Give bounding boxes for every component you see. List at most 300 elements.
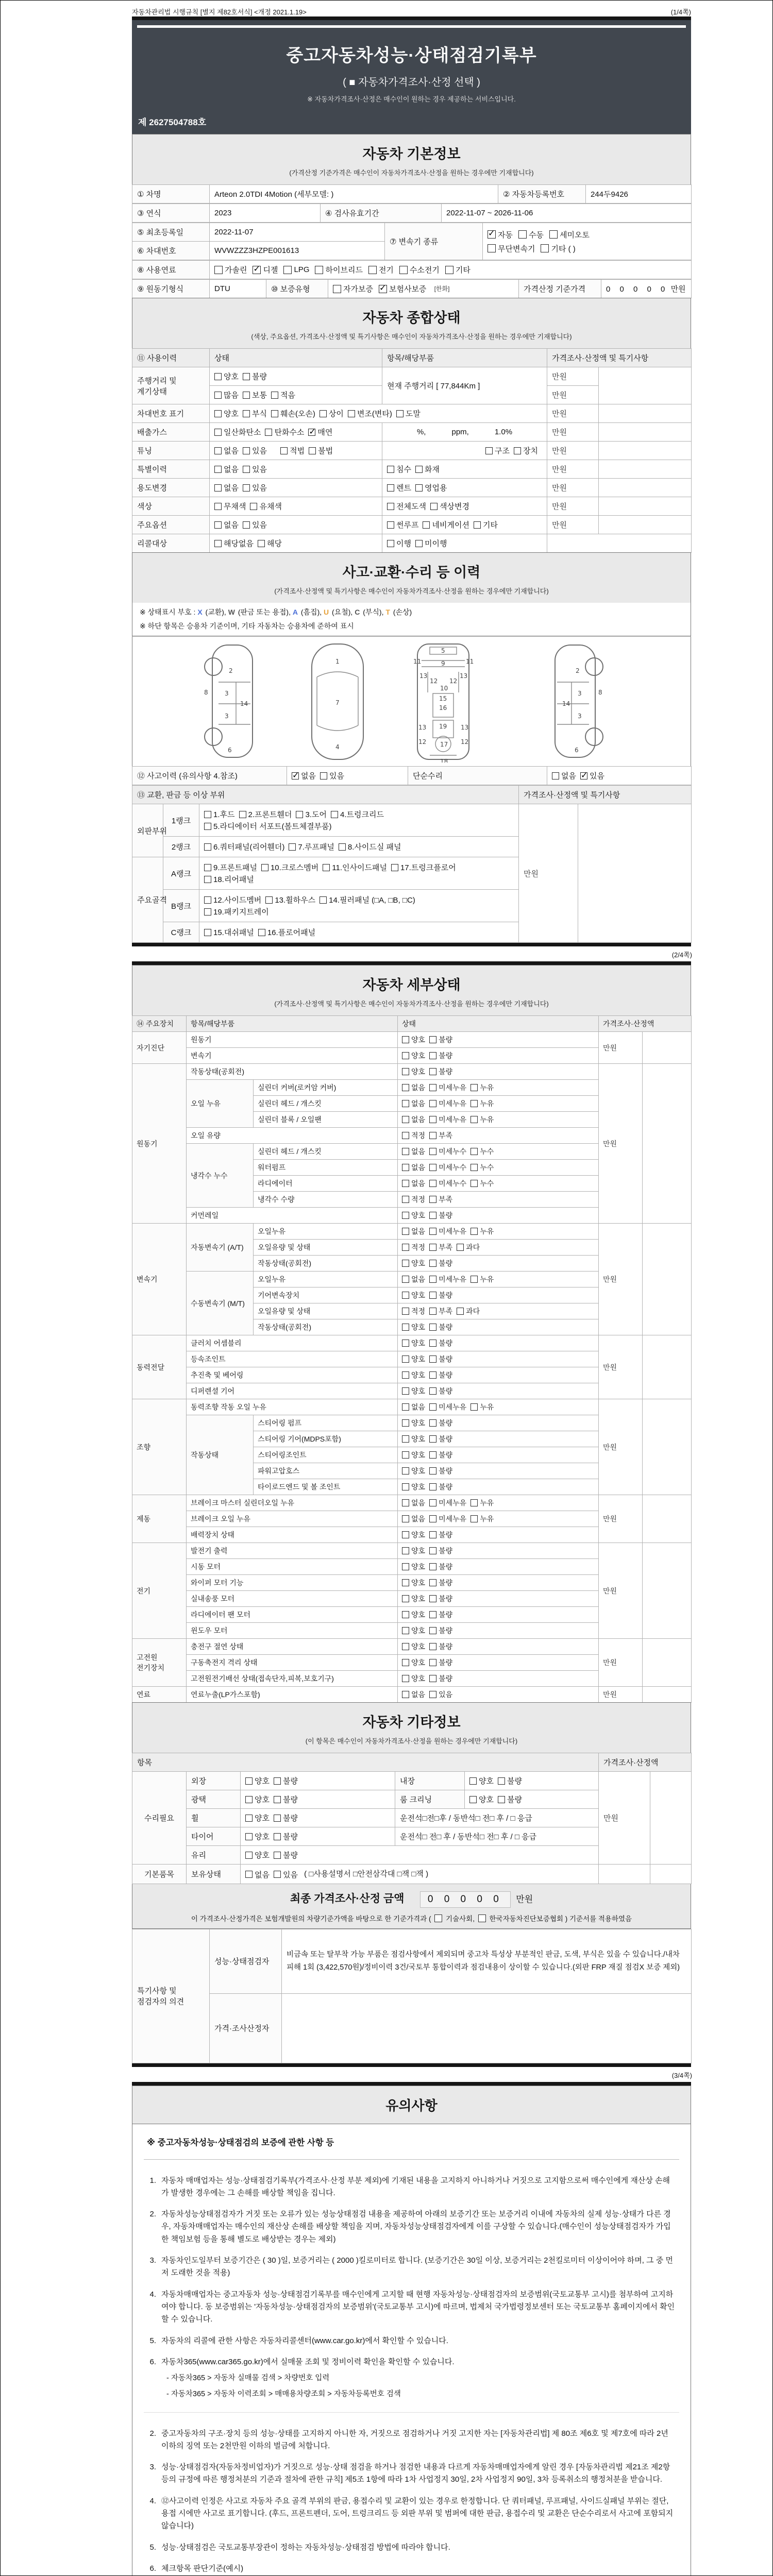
checkbox-option[interactable]: [274, 1812, 298, 1823]
checkbox[interactable]: [429, 1371, 436, 1379]
checkbox[interactable]: [402, 1643, 409, 1650]
checkbox[interactable]: [402, 1355, 409, 1363]
checkbox-option[interactable]: [245, 1775, 270, 1786]
checkbox-option[interactable]: [387, 501, 426, 512]
checkbox[interactable]: [214, 521, 222, 529]
checkbox[interactable]: [402, 1467, 409, 1475]
checkbox[interactable]: [402, 1196, 409, 1203]
checkbox-option[interactable]: [402, 1258, 425, 1268]
checkbox[interactable]: [457, 1308, 464, 1315]
checkbox[interactable]: [429, 1435, 436, 1443]
checkbox[interactable]: [429, 1100, 436, 1107]
checkbox-option[interactable]: [402, 1498, 425, 1508]
checkbox-option[interactable]: [402, 1450, 425, 1460]
checkbox[interactable]: [204, 908, 211, 916]
checkbox[interactable]: [445, 266, 453, 274]
checkbox-option[interactable]: [470, 1402, 494, 1412]
checkbox[interactable]: [274, 1833, 281, 1840]
checkbox[interactable]: [204, 896, 211, 904]
checkbox[interactable]: [245, 1777, 253, 1785]
checkbox[interactable]: [308, 429, 315, 436]
checkbox-option[interactable]: [387, 482, 411, 493]
checkbox-option[interactable]: [214, 264, 247, 275]
checkbox-option[interactable]: [315, 264, 362, 275]
checkbox[interactable]: [402, 1036, 409, 1043]
checkbox-option[interactable]: [214, 371, 239, 382]
checkbox-option[interactable]: [402, 1306, 425, 1316]
checkbox[interactable]: [429, 1196, 436, 1203]
checkbox-option[interactable]: [429, 1370, 452, 1380]
checkbox[interactable]: [402, 1164, 409, 1171]
checkbox-option[interactable]: [429, 1354, 452, 1364]
checkbox[interactable]: [415, 484, 423, 492]
checkbox-option[interactable]: [274, 1869, 298, 1880]
checkbox-option[interactable]: [402, 1546, 425, 1556]
checkbox[interactable]: [429, 1483, 436, 1490]
checkbox-option[interactable]: [331, 809, 384, 820]
checkbox-option[interactable]: [429, 1594, 452, 1604]
checkbox[interactable]: [214, 373, 222, 380]
checkbox[interactable]: [391, 864, 398, 871]
checkbox[interactable]: [429, 1068, 436, 1075]
checkbox[interactable]: [296, 811, 303, 818]
checkbox-option[interactable]: [245, 1869, 270, 1880]
checkbox[interactable]: [429, 1387, 436, 1395]
checkbox[interactable]: [396, 410, 404, 417]
checkbox-option[interactable]: [245, 1794, 270, 1805]
checkbox-option[interactable]: [429, 1546, 452, 1556]
checkbox-option[interactable]: [402, 1194, 425, 1205]
checkbox[interactable]: [243, 466, 250, 473]
checkbox[interactable]: [258, 929, 265, 936]
checkbox-option[interactable]: [429, 1402, 466, 1412]
checkbox[interactable]: [429, 1276, 436, 1283]
checkbox[interactable]: [292, 772, 299, 779]
checkbox[interactable]: [457, 1244, 464, 1251]
checkbox[interactable]: [402, 1212, 409, 1219]
checkbox-option[interactable]: [402, 1578, 425, 1588]
checkbox[interactable]: [429, 1036, 436, 1043]
checkbox-option[interactable]: [214, 427, 261, 437]
checkbox-option[interactable]: [387, 464, 411, 474]
checkbox[interactable]: [339, 843, 346, 851]
checkbox-option[interactable]: [429, 1450, 452, 1460]
checkbox[interactable]: [429, 1324, 436, 1331]
checkbox-option[interactable]: [429, 1482, 452, 1492]
checkbox-option[interactable]: [243, 464, 267, 474]
checkbox-option[interactable]: [399, 264, 440, 275]
checkbox[interactable]: [245, 1833, 253, 1840]
checkbox-option[interactable]: [204, 841, 284, 852]
checkbox[interactable]: [368, 266, 377, 274]
checkbox-option[interactable]: [204, 874, 254, 885]
checkbox[interactable]: [402, 1132, 409, 1139]
checkbox[interactable]: [243, 484, 250, 492]
checkbox[interactable]: [402, 1292, 409, 1299]
checkbox[interactable]: [402, 1100, 409, 1107]
checkbox-option[interactable]: [552, 770, 576, 781]
checkbox[interactable]: [541, 244, 549, 252]
checkbox[interactable]: [271, 392, 278, 399]
checkbox-option[interactable]: [402, 1609, 425, 1620]
checkbox-option[interactable]: [320, 770, 344, 781]
checkbox-option[interactable]: [402, 1082, 425, 1093]
checkbox[interactable]: [429, 1563, 436, 1570]
checkbox[interactable]: [204, 864, 211, 871]
checkbox[interactable]: [214, 466, 222, 473]
checkbox[interactable]: [402, 1324, 409, 1331]
checkbox-option[interactable]: [348, 408, 392, 419]
checkbox[interactable]: [243, 392, 250, 399]
checkbox[interactable]: [429, 1212, 436, 1219]
checkbox[interactable]: [402, 1515, 409, 1522]
checkbox-option[interactable]: [469, 1775, 494, 1786]
checkbox-option[interactable]: [402, 1274, 425, 1284]
checkbox[interactable]: [429, 1675, 436, 1682]
checkbox-option[interactable]: [429, 1689, 452, 1700]
checkbox[interactable]: [470, 1276, 478, 1283]
checkbox-option[interactable]: [402, 1657, 425, 1668]
checkbox-option[interactable]: [402, 1050, 425, 1061]
checkbox-option[interactable]: [402, 1514, 425, 1524]
checkbox-option[interactable]: [402, 1530, 425, 1540]
checkbox[interactable]: [387, 521, 394, 529]
checkbox[interactable]: [552, 772, 559, 779]
checkbox[interactable]: [429, 1659, 436, 1666]
checkbox[interactable]: [429, 1531, 436, 1538]
checkbox-option[interactable]: [429, 1226, 466, 1236]
checkbox[interactable]: [258, 540, 265, 547]
checkbox-option[interactable]: [214, 464, 239, 474]
checkbox[interactable]: [214, 429, 222, 436]
checkbox-option[interactable]: [429, 1306, 452, 1316]
checkbox-option[interactable]: [204, 927, 254, 938]
checkbox[interactable]: [429, 1132, 436, 1139]
checkbox[interactable]: [429, 1084, 436, 1091]
checkbox[interactable]: [488, 230, 496, 239]
checkbox-option[interactable]: [429, 1562, 452, 1572]
checkbox[interactable]: [429, 1547, 436, 1554]
checkbox-option[interactable]: [415, 464, 440, 474]
checkbox[interactable]: [402, 1084, 409, 1091]
checkbox-option[interactable]: [470, 1146, 494, 1157]
checkbox-option[interactable]: [402, 1290, 425, 1300]
checkbox-option[interactable]: [402, 1466, 425, 1476]
checkbox-option[interactable]: [470, 1514, 494, 1524]
checkbox-option[interactable]: [214, 445, 239, 456]
checkbox[interactable]: [289, 843, 296, 851]
checkbox-option[interactable]: [429, 1194, 452, 1205]
checkbox-option[interactable]: [271, 408, 315, 419]
checkbox-option[interactable]: [243, 519, 267, 530]
checkbox-option[interactable]: [274, 1775, 298, 1786]
checkbox[interactable]: [283, 266, 292, 274]
checkbox-option[interactable]: [429, 1066, 452, 1077]
checkbox[interactable]: [387, 466, 394, 473]
checkbox-option[interactable]: [402, 1370, 425, 1380]
checkbox-option[interactable]: [402, 1402, 425, 1412]
checkbox[interactable]: [243, 521, 250, 529]
checkbox-option[interactable]: [323, 862, 387, 873]
checkbox[interactable]: [470, 1180, 478, 1187]
checkbox[interactable]: [429, 1164, 436, 1171]
checkbox[interactable]: [399, 266, 408, 274]
checkbox[interactable]: [214, 540, 222, 547]
checkbox-option[interactable]: [514, 445, 538, 456]
checkbox[interactable]: [429, 1308, 436, 1315]
checkbox-option[interactable]: [402, 1098, 425, 1109]
checkbox-option[interactable]: [402, 1162, 425, 1173]
checkbox-option[interactable]: [243, 445, 267, 456]
checkbox[interactable]: [402, 1659, 409, 1666]
checkbox-option[interactable]: [488, 243, 535, 254]
checkbox[interactable]: [429, 1355, 436, 1363]
checkbox[interactable]: [204, 843, 211, 851]
checkbox[interactable]: [429, 1467, 436, 1475]
checkbox[interactable]: [429, 1228, 436, 1235]
checkbox-option[interactable]: [245, 1831, 270, 1842]
checkbox[interactable]: [423, 521, 430, 529]
checkbox-option[interactable]: [429, 1178, 466, 1189]
checkbox-option[interactable]: [204, 862, 257, 873]
checkbox-option[interactable]: [402, 1354, 425, 1364]
checkbox[interactable]: [402, 1563, 409, 1570]
checkbox[interactable]: [518, 230, 527, 239]
diagnosis-assoc-checkbox[interactable]: [478, 1914, 486, 1922]
checkbox[interactable]: [245, 1852, 253, 1859]
checkbox[interactable]: [470, 1116, 478, 1123]
checkbox[interactable]: [485, 447, 493, 454]
checkbox-option[interactable]: [402, 1146, 425, 1157]
checkbox[interactable]: [549, 230, 558, 239]
checkbox-option[interactable]: [469, 1794, 494, 1805]
checkbox-option[interactable]: [292, 770, 316, 781]
checkbox[interactable]: [331, 811, 338, 818]
checkbox-option[interactable]: [402, 1242, 425, 1252]
checkbox-option[interactable]: [339, 841, 401, 852]
checkbox-option[interactable]: [457, 1242, 480, 1252]
checkbox[interactable]: [402, 1675, 409, 1682]
checkbox-option[interactable]: [445, 264, 470, 275]
checkbox[interactable]: [320, 410, 327, 417]
checkbox-option[interactable]: [423, 519, 469, 530]
checkbox[interactable]: [402, 1483, 409, 1490]
checkbox[interactable]: [402, 1276, 409, 1283]
checkbox[interactable]: [430, 503, 438, 510]
checkbox-option[interactable]: [429, 1657, 452, 1668]
checkbox[interactable]: [470, 1515, 478, 1522]
checkbox[interactable]: [470, 1403, 478, 1411]
checkbox[interactable]: [239, 811, 246, 818]
checkbox-option[interactable]: [429, 1514, 466, 1524]
checkbox-option[interactable]: [308, 427, 332, 437]
checkbox[interactable]: [402, 1579, 409, 1586]
checkbox-option[interactable]: [283, 265, 309, 274]
checkbox[interactable]: [320, 896, 327, 904]
checkbox[interactable]: [387, 484, 394, 492]
checkbox[interactable]: [429, 1579, 436, 1586]
checkbox[interactable]: [498, 1796, 505, 1803]
checkbox[interactable]: [429, 1148, 436, 1155]
checkbox[interactable]: [580, 772, 587, 779]
checkbox[interactable]: [402, 1308, 409, 1315]
checkbox-option[interactable]: [429, 1274, 466, 1284]
checkbox-option[interactable]: [391, 862, 456, 873]
checkbox[interactable]: [402, 1387, 409, 1395]
checkbox-option[interactable]: [470, 1098, 494, 1109]
checkbox[interactable]: [429, 1116, 436, 1123]
checkbox-option[interactable]: [457, 1306, 480, 1316]
checkbox-option[interactable]: [402, 1689, 425, 1700]
checkbox-option[interactable]: [429, 1498, 466, 1508]
checkbox-option[interactable]: [429, 1210, 452, 1221]
checkbox[interactable]: [402, 1052, 409, 1059]
checkbox[interactable]: [214, 410, 222, 417]
checkbox[interactable]: [514, 447, 521, 454]
checkbox[interactable]: [402, 1116, 409, 1123]
checkbox[interactable]: [204, 876, 211, 883]
checkbox-option[interactable]: [387, 519, 418, 530]
checkbox[interactable]: [429, 1403, 436, 1411]
checkbox-option[interactable]: [429, 1418, 452, 1428]
checkbox-option[interactable]: [250, 501, 281, 512]
checkbox[interactable]: [274, 1796, 281, 1803]
checkbox[interactable]: [280, 447, 288, 454]
checkbox[interactable]: [214, 447, 222, 454]
checkbox-option[interactable]: [402, 1322, 425, 1332]
checkbox-option[interactable]: [429, 1641, 452, 1652]
checkbox[interactable]: [214, 266, 223, 274]
checkbox[interactable]: [402, 1228, 409, 1235]
checkbox-option[interactable]: [430, 501, 469, 512]
checkbox[interactable]: [402, 1611, 409, 1618]
checkbox[interactable]: [274, 1871, 281, 1878]
checkbox-option[interactable]: [274, 1850, 298, 1860]
checkbox-option[interactable]: [214, 538, 254, 549]
checkbox-option[interactable]: [402, 1210, 425, 1221]
checkbox-option[interactable]: [214, 501, 246, 512]
checkbox[interactable]: [488, 244, 496, 252]
checkbox-option[interactable]: [498, 1775, 522, 1786]
checkbox-option[interactable]: [429, 1162, 466, 1173]
checkbox-option[interactable]: [402, 1434, 425, 1444]
checkbox[interactable]: [387, 503, 394, 510]
checkbox-option[interactable]: [541, 243, 575, 254]
checkbox[interactable]: [429, 1340, 436, 1347]
checkbox[interactable]: [402, 1244, 409, 1251]
checkbox[interactable]: [204, 823, 211, 830]
checkbox-option[interactable]: [309, 445, 333, 456]
checkbox[interactable]: [274, 1852, 281, 1859]
checkbox[interactable]: [309, 447, 316, 454]
checkbox[interactable]: [470, 1084, 478, 1091]
checkbox-option[interactable]: [368, 264, 394, 275]
checkbox-option[interactable]: [243, 482, 267, 493]
checkbox-option[interactable]: [245, 1812, 270, 1823]
checkbox[interactable]: [214, 392, 222, 399]
checkbox[interactable]: [402, 1595, 409, 1602]
checkbox[interactable]: [243, 373, 250, 380]
checkbox[interactable]: [245, 1815, 253, 1822]
checkbox-option[interactable]: [470, 1178, 494, 1189]
checkbox[interactable]: [333, 285, 341, 293]
checkbox[interactable]: [429, 1419, 436, 1427]
checkbox[interactable]: [204, 929, 211, 936]
checkbox-option[interactable]: [243, 371, 267, 382]
checkbox-option[interactable]: [214, 389, 239, 400]
checkbox-option[interactable]: [429, 1338, 452, 1348]
checkbox-option[interactable]: [265, 427, 304, 437]
checkbox-option[interactable]: [402, 1625, 425, 1636]
checkbox[interactable]: [271, 410, 278, 417]
checkbox-option[interactable]: [470, 1226, 494, 1236]
checkbox[interactable]: [214, 503, 222, 510]
checkbox[interactable]: [415, 466, 423, 473]
checkbox-option[interactable]: [402, 1418, 425, 1428]
checkbox-option[interactable]: [265, 894, 315, 905]
checkbox[interactable]: [429, 1292, 436, 1299]
checkbox-option[interactable]: [429, 1098, 466, 1109]
checkbox[interactable]: [429, 1052, 436, 1059]
checkbox-option[interactable]: [296, 809, 327, 820]
checkbox-option[interactable]: [402, 1482, 425, 1492]
checkbox[interactable]: [470, 1100, 478, 1107]
checkbox[interactable]: [402, 1419, 409, 1427]
checkbox[interactable]: [470, 1164, 478, 1171]
checkbox[interactable]: [402, 1260, 409, 1267]
checkbox-option[interactable]: [402, 1035, 425, 1045]
checkbox-option[interactable]: [429, 1386, 452, 1396]
checkbox-option[interactable]: [402, 1226, 425, 1236]
checkbox[interactable]: [315, 266, 323, 274]
checkbox-option[interactable]: [253, 264, 278, 275]
checkbox[interactable]: [274, 1777, 281, 1785]
checkbox[interactable]: [429, 1627, 436, 1634]
checkbox-option[interactable]: [274, 1831, 298, 1842]
checkbox[interactable]: [402, 1068, 409, 1075]
checkbox-option[interactable]: [387, 538, 411, 549]
checkbox-option[interactable]: [470, 1082, 494, 1093]
checkbox-option[interactable]: [402, 1114, 425, 1125]
checkbox-option[interactable]: [214, 519, 239, 530]
checkbox-option[interactable]: [204, 821, 332, 832]
checkbox[interactable]: [402, 1435, 409, 1443]
checkbox[interactable]: [379, 285, 387, 293]
checkbox[interactable]: [243, 447, 250, 454]
checkbox-option[interactable]: [429, 1466, 452, 1476]
checkbox-option[interactable]: [488, 229, 513, 240]
checkbox-option[interactable]: [271, 389, 295, 400]
checkbox[interactable]: [250, 503, 257, 510]
checkbox[interactable]: [415, 540, 423, 547]
checkbox-option[interactable]: [204, 906, 269, 917]
checkbox-option[interactable]: [429, 1578, 452, 1588]
checkbox-option[interactable]: [429, 1290, 452, 1300]
checkbox[interactable]: [470, 1499, 478, 1506]
checkbox-option[interactable]: [402, 1594, 425, 1604]
checkbox-option[interactable]: [402, 1641, 425, 1652]
checkbox-option[interactable]: [396, 408, 421, 419]
checkbox[interactable]: [214, 484, 222, 492]
checkbox-option[interactable]: [470, 1162, 494, 1173]
checkbox-option[interactable]: [214, 482, 239, 493]
checkbox-option[interactable]: [289, 841, 334, 852]
checkbox-option[interactable]: [402, 1338, 425, 1348]
checkbox-option[interactable]: [429, 1673, 452, 1684]
checkbox[interactable]: [498, 1777, 505, 1785]
checkbox-option[interactable]: [243, 408, 267, 419]
checkbox[interactable]: [429, 1595, 436, 1602]
